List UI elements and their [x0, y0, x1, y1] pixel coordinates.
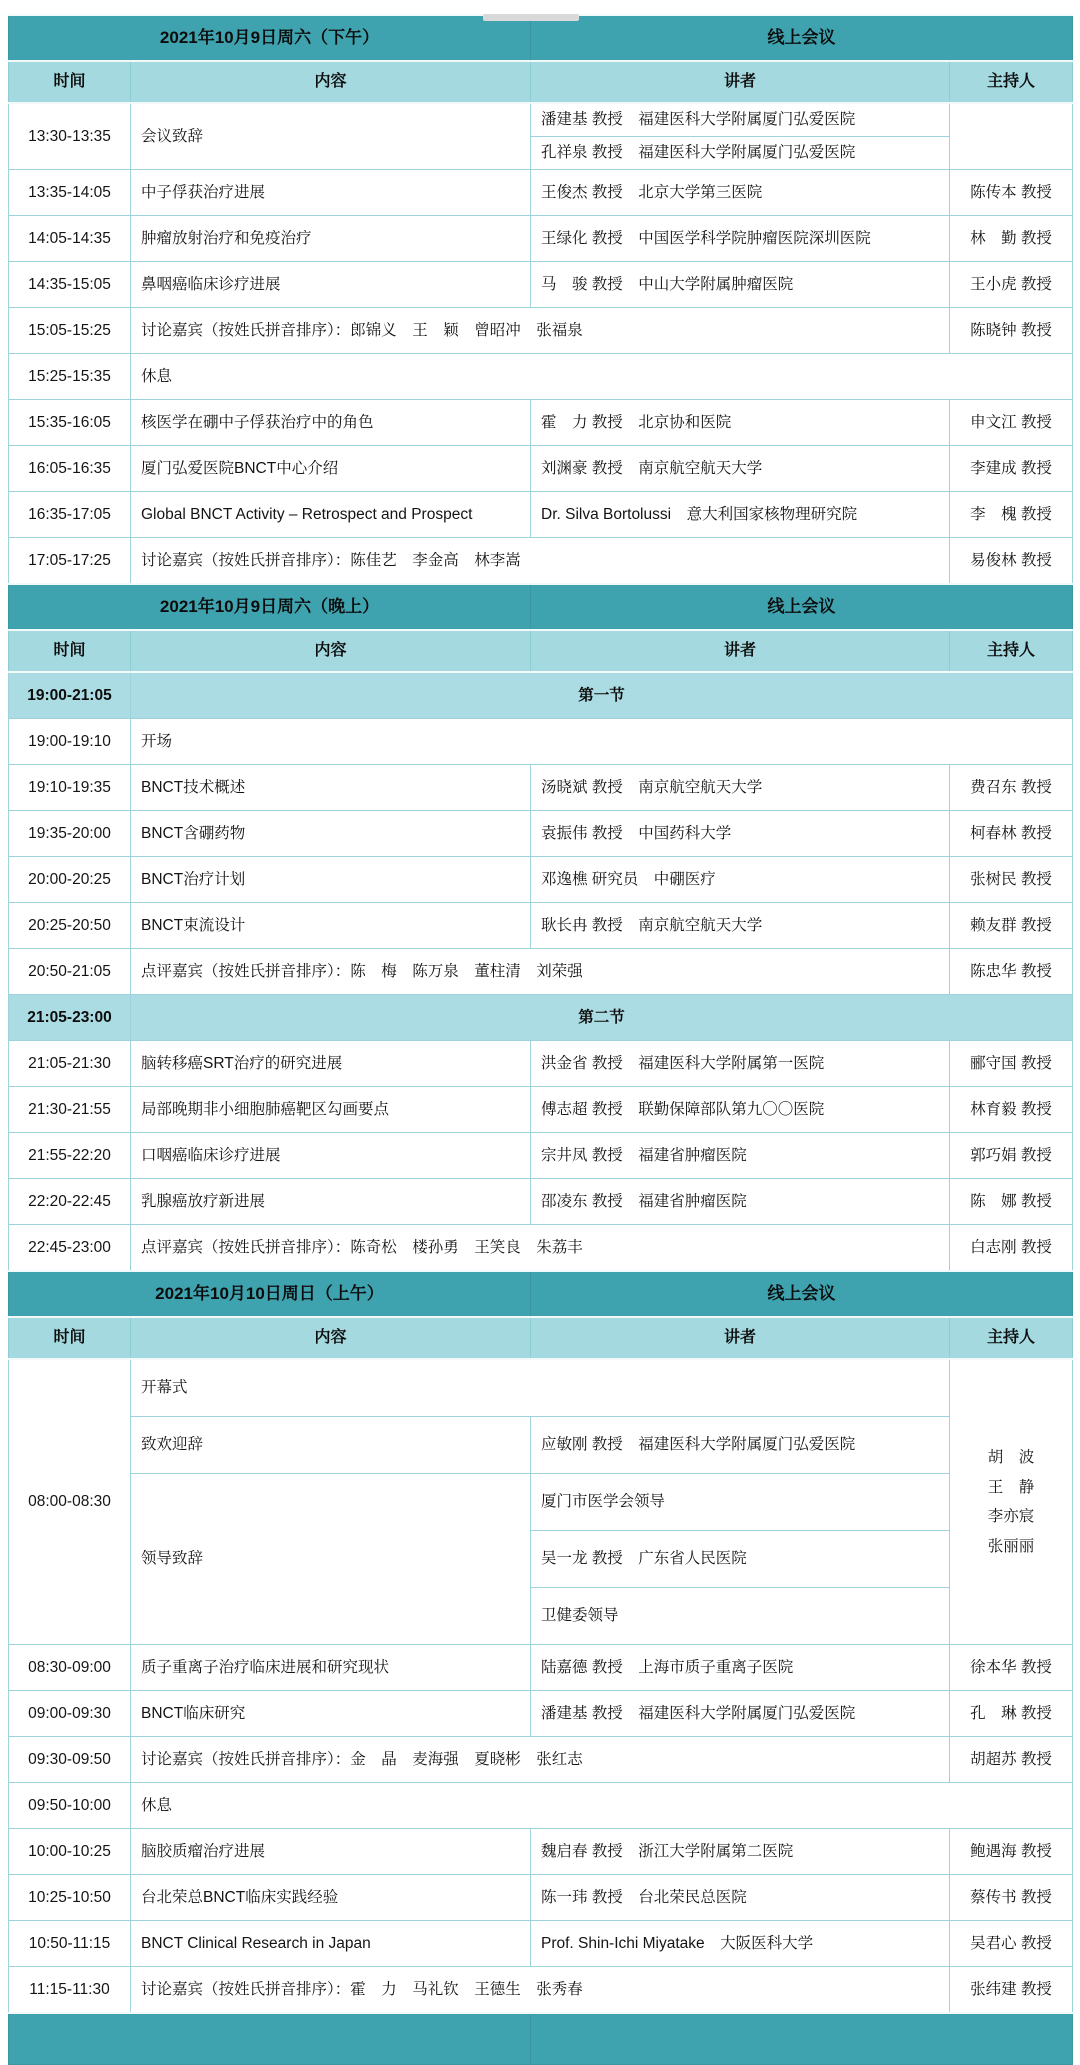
session-band-row [9, 672, 1073, 719]
content-cell: BNCT Clinical Research in Japan [131, 1921, 531, 1967]
time-cell: 20:25-20:50 [9, 903, 131, 949]
host-cell: 李 槐 教授 [950, 492, 1073, 538]
schedule-table [8, 14, 1073, 2065]
host-cell: 白志刚 教授 [950, 1225, 1073, 1272]
schedule-row [9, 103, 1073, 137]
session-band-row [9, 995, 1073, 1041]
speaker-cell: 应敏刚 教授 福建医科大学附属厦门弘爱医院 [531, 1417, 950, 1474]
schedule-row [9, 262, 1073, 308]
content-cell: 肿瘤放射治疗和免疫治疗 [131, 216, 531, 262]
speaker-cell: 陆嘉德 教授 上海市质子重离子医院 [531, 1645, 950, 1691]
speaker-cell: 潘建基 教授 福建医科大学附属厦门弘爱医院 [531, 103, 950, 137]
content-cell: 会议致辞 [131, 103, 531, 170]
time-cell: 10:00-10:25 [9, 1829, 131, 1875]
content-cell: Global BNCT Activity – Retrospect and Prospect [131, 492, 531, 538]
schedule-row [9, 903, 1073, 949]
speaker-cell: 厦门市医学会领导 [531, 1474, 950, 1531]
time-cell: 19:35-20:00 [9, 811, 131, 857]
meeting-type-header: 线上会议 [531, 1271, 1073, 1317]
schedule-row [9, 216, 1073, 262]
column-header-time: 时间 [9, 61, 131, 103]
time-cell: 17:05-17:25 [9, 538, 131, 585]
speaker-cell: 马 骏 教授 中山大学附属肿瘤医院 [531, 262, 950, 308]
content-cell: 脑胶质瘤治疗进展 [131, 1829, 531, 1875]
content-cell: 鼻咽癌临床诊疗进展 [131, 262, 531, 308]
content-cell: 开幕式 [131, 1359, 950, 1417]
content-cell: 核医学在硼中子俘获治疗中的角色 [131, 400, 531, 446]
content-cell: 休息 [131, 1783, 1073, 1829]
speaker-cell: 刘渊豪 教授 南京航空航天大学 [531, 446, 950, 492]
host-cell: 吴君心 教授 [950, 1921, 1073, 1967]
content-cell: 开场 [131, 719, 1073, 765]
content-cell: BNCT技术概述 [131, 765, 531, 811]
schedule-row [9, 400, 1073, 446]
time-cell: 11:15-11:30 [9, 1967, 131, 2014]
speaker-cell: 宗井凤 教授 福建省肿瘤医院 [531, 1133, 950, 1179]
column-header-speaker: 讲者 [531, 630, 950, 672]
column-header-time: 时间 [9, 1317, 131, 1359]
schedule-row [9, 1737, 1073, 1783]
time-cell: 14:05-14:35 [9, 216, 131, 262]
column-header-host: 主持人 [950, 630, 1073, 672]
meeting-type-header: 线上会议 [531, 584, 1073, 630]
time-cell: 09:50-10:00 [9, 1783, 131, 1829]
content-cell: 休息 [131, 354, 1073, 400]
time-cell: 08:30-09:00 [9, 1645, 131, 1691]
content-cell: 质子重离子治疗临床进展和研究现状 [131, 1645, 531, 1691]
time-cell: 16:05-16:35 [9, 446, 131, 492]
schedule-row [9, 1783, 1073, 1829]
content-cell: 厦门弘爱医院BNCT中心介绍 [131, 446, 531, 492]
content-cell: 致欢迎辞 [131, 1417, 531, 1474]
speaker-cell: 邓逸樵 研究员 中硼医疗 [531, 857, 950, 903]
next-date-header [9, 2013, 531, 2065]
speaker-cell: 陈一玮 教授 台北荣民总医院 [531, 1875, 950, 1921]
host-cell: 蔡传书 教授 [950, 1875, 1073, 1921]
time-cell: 08:00-08:30 [9, 1359, 131, 1645]
speaker-cell: 袁振伟 教授 中国药科大学 [531, 811, 950, 857]
content-cell: 中子俘获治疗进展 [131, 170, 531, 216]
content-cell: BNCT治疗计划 [131, 857, 531, 903]
schedule-row [9, 811, 1073, 857]
content-cell: BNCT含硼药物 [131, 811, 531, 857]
schedule-table-body [9, 15, 1073, 2065]
host-cell: 李建成 教授 [950, 446, 1073, 492]
time-cell: 13:35-14:05 [9, 170, 131, 216]
schedule-row [9, 765, 1073, 811]
content-cell: 讨论嘉宾（按姓氏拼音排序）：霍 力 马礼钦 王德生 张秀春 [131, 1967, 950, 2014]
time-cell: 09:30-09:50 [9, 1737, 131, 1783]
session-title: 第二节 [131, 995, 1073, 1041]
next-meeting-type-header [531, 2013, 1073, 2065]
host-cell: 林育毅 教授 [950, 1087, 1073, 1133]
host-cell [950, 103, 1073, 170]
time-cell: 19:00-19:10 [9, 719, 131, 765]
schedule-row [9, 1417, 1073, 1474]
schedule-row [9, 1087, 1073, 1133]
host-cell: 张纬建 教授 [950, 1967, 1073, 2014]
schedule-row [9, 1875, 1073, 1921]
column-header-content: 内容 [131, 1317, 531, 1359]
schedule-row [9, 308, 1073, 354]
session-title: 第一节 [131, 672, 1073, 719]
date-header-row [9, 15, 1073, 61]
time-cell: 13:30-13:35 [9, 103, 131, 170]
time-cell: 20:50-21:05 [9, 949, 131, 995]
host-cell: 陈忠华 教授 [950, 949, 1073, 995]
schedule-row [9, 1967, 1073, 2014]
schedule-row [9, 446, 1073, 492]
column-header-row [9, 630, 1073, 672]
host-cell: 赖友群 教授 [950, 903, 1073, 949]
time-cell: 15:35-16:05 [9, 400, 131, 446]
content-cell: 脑转移癌SRT治疗的研究进展 [131, 1041, 531, 1087]
column-header-row [9, 61, 1073, 103]
column-header-content: 内容 [131, 630, 531, 672]
speaker-cell: 洪金省 教授 福建医科大学附属第一医院 [531, 1041, 950, 1087]
speaker-cell: 邵凌东 教授 福建省肿瘤医院 [531, 1179, 950, 1225]
host-cell: 林 勤 教授 [950, 216, 1073, 262]
content-cell: 领导致辞 [131, 1474, 531, 1645]
date-header: 2021年10月10日周日（上午） [9, 1271, 531, 1317]
cropped-text-fragment [483, 14, 579, 21]
content-cell: 局部晚期非小细胞肺癌靶区勾画要点 [131, 1087, 531, 1133]
schedule-row [9, 719, 1073, 765]
host-name: 李亦宸 [987, 1508, 1035, 1526]
speaker-cell: 魏启春 教授 浙江大学附属第二医院 [531, 1829, 950, 1875]
time-cell: 21:05-23:00 [9, 995, 131, 1041]
meeting-type-header: 线上会议 [531, 15, 1073, 61]
schedule-row [9, 1041, 1073, 1087]
host-cell: 张树民 教授 [950, 857, 1073, 903]
date-header-row [9, 1271, 1073, 1317]
speaker-cell: 潘建基 教授 福建医科大学附属厦门弘爱医院 [531, 1691, 950, 1737]
schedule-row [9, 492, 1073, 538]
column-header-content: 内容 [131, 61, 531, 103]
time-cell: 10:50-11:15 [9, 1921, 131, 1967]
content-cell: 讨论嘉宾（按姓氏拼音排序）：陈佳艺 李金高 林李嵩 [131, 538, 950, 585]
time-cell: 14:35-15:05 [9, 262, 131, 308]
time-cell: 09:00-09:30 [9, 1691, 131, 1737]
speaker-cell: 卫健委领导 [531, 1588, 950, 1645]
content-cell: 点评嘉宾（按姓氏拼音排序）：陈 梅 陈万泉 董柱清 刘荣强 [131, 949, 950, 995]
host-cell: 陈晓钟 教授 [950, 308, 1073, 354]
host-cell: 王小虎 教授 [950, 262, 1073, 308]
host-cell: 鲍遇海 教授 [950, 1829, 1073, 1875]
schedule-row [9, 949, 1073, 995]
speaker-cell: 傅志超 教授 联勤保障部队第九〇〇医院 [531, 1087, 950, 1133]
host-cell: 费召东 教授 [950, 765, 1073, 811]
host-name: 胡 波 [987, 1449, 1035, 1467]
schedule-row [9, 857, 1073, 903]
speaker-cell: 霍 力 教授 北京协和医院 [531, 400, 950, 446]
time-cell: 15:25-15:35 [9, 354, 131, 400]
host-cell: 申文江 教授 [950, 400, 1073, 446]
time-cell: 21:30-21:55 [9, 1087, 131, 1133]
time-cell: 21:05-21:30 [9, 1041, 131, 1087]
time-cell: 20:00-20:25 [9, 857, 131, 903]
content-cell: BNCT束流设计 [131, 903, 531, 949]
host-cell [950, 1359, 1073, 1645]
speaker-cell: 耿长冉 教授 南京航空航天大学 [531, 903, 950, 949]
content-cell: BNCT临床研究 [131, 1691, 531, 1737]
content-cell: 口咽癌临床诊疗进展 [131, 1133, 531, 1179]
time-cell: 10:25-10:50 [9, 1875, 131, 1921]
schedule-row [9, 1225, 1073, 1272]
schedule-row [9, 1921, 1073, 1967]
time-cell: 22:20-22:45 [9, 1179, 131, 1225]
host-cell: 胡超苏 教授 [950, 1737, 1073, 1783]
speaker-cell: Prof. Shin-Ichi Miyatake 大阪医科大学 [531, 1921, 950, 1967]
speaker-cell: Dr. Silva Bortolussi 意大利国家核物理研究院 [531, 492, 950, 538]
host-cell: 孔 琳 教授 [950, 1691, 1073, 1737]
time-cell: 21:55-22:20 [9, 1133, 131, 1179]
schedule-row [9, 170, 1073, 216]
column-header-time: 时间 [9, 630, 131, 672]
host-cell: 徐本华 教授 [950, 1645, 1073, 1691]
schedule-row [9, 538, 1073, 585]
host-cell: 陈 娜 教授 [950, 1179, 1073, 1225]
column-header-host: 主持人 [950, 61, 1073, 103]
schedule-row [9, 1829, 1073, 1875]
speaker-cell: 汤晓斌 教授 南京航空航天大学 [531, 765, 950, 811]
content-cell: 点评嘉宾（按姓氏拼音排序）：陈奇松 楼孙勇 王笑良 朱荔丰 [131, 1225, 950, 1272]
column-header-speaker: 讲者 [531, 1317, 950, 1359]
time-cell: 16:35-17:05 [9, 492, 131, 538]
date-header: 2021年10月9日周六（下午） [9, 15, 531, 61]
speaker-cell: 王俊杰 教授 北京大学第三医院 [531, 170, 950, 216]
schedule-row [9, 1474, 1073, 1531]
host-name: 张丽丽 [987, 1537, 1035, 1555]
schedule-row [9, 1645, 1073, 1691]
schedule-row [9, 1359, 1073, 1417]
date-header: 2021年10月9日周六（晚上） [9, 584, 531, 630]
column-header-host: 主持人 [950, 1317, 1073, 1359]
host-cell: 易俊林 教授 [950, 538, 1073, 585]
speaker-cell: 王绿化 教授 中国医学科学院肿瘤医院深圳医院 [531, 216, 950, 262]
time-cell: 19:00-21:05 [9, 672, 131, 719]
host-cell: 郭巧娟 教授 [950, 1133, 1073, 1179]
schedule-row [9, 1133, 1073, 1179]
speaker-cell: 孔祥泉 教授 福建医科大学附属厦门弘爱医院 [531, 137, 950, 170]
host-cell: 柯春林 教授 [950, 811, 1073, 857]
host-name: 王 静 [987, 1478, 1035, 1496]
time-cell: 22:45-23:00 [9, 1225, 131, 1272]
content-cell: 台北荣总BNCT临床实践经验 [131, 1875, 531, 1921]
date-header-row [9, 584, 1073, 630]
time-cell: 19:10-19:35 [9, 765, 131, 811]
schedule-row [9, 1691, 1073, 1737]
schedule-row [9, 354, 1073, 400]
host-cell: 陈传本 教授 [950, 170, 1073, 216]
content-cell: 乳腺癌放疗新进展 [131, 1179, 531, 1225]
next-date-header-row [9, 2013, 1073, 2065]
column-header-row [9, 1317, 1073, 1359]
schedule-row [9, 1179, 1073, 1225]
host-cell: 郦守国 教授 [950, 1041, 1073, 1087]
time-cell: 15:05-15:25 [9, 308, 131, 354]
content-cell: 讨论嘉宾（按姓氏拼音排序）：金 晶 麦海强 夏晓彬 张红志 [131, 1737, 950, 1783]
content-cell: 讨论嘉宾（按姓氏拼音排序）：郎锦义 王 颖 曾昭冲 张福泉 [131, 308, 950, 354]
speaker-cell: 吴一龙 教授 广东省人民医院 [531, 1531, 950, 1588]
column-header-speaker: 讲者 [531, 61, 950, 103]
